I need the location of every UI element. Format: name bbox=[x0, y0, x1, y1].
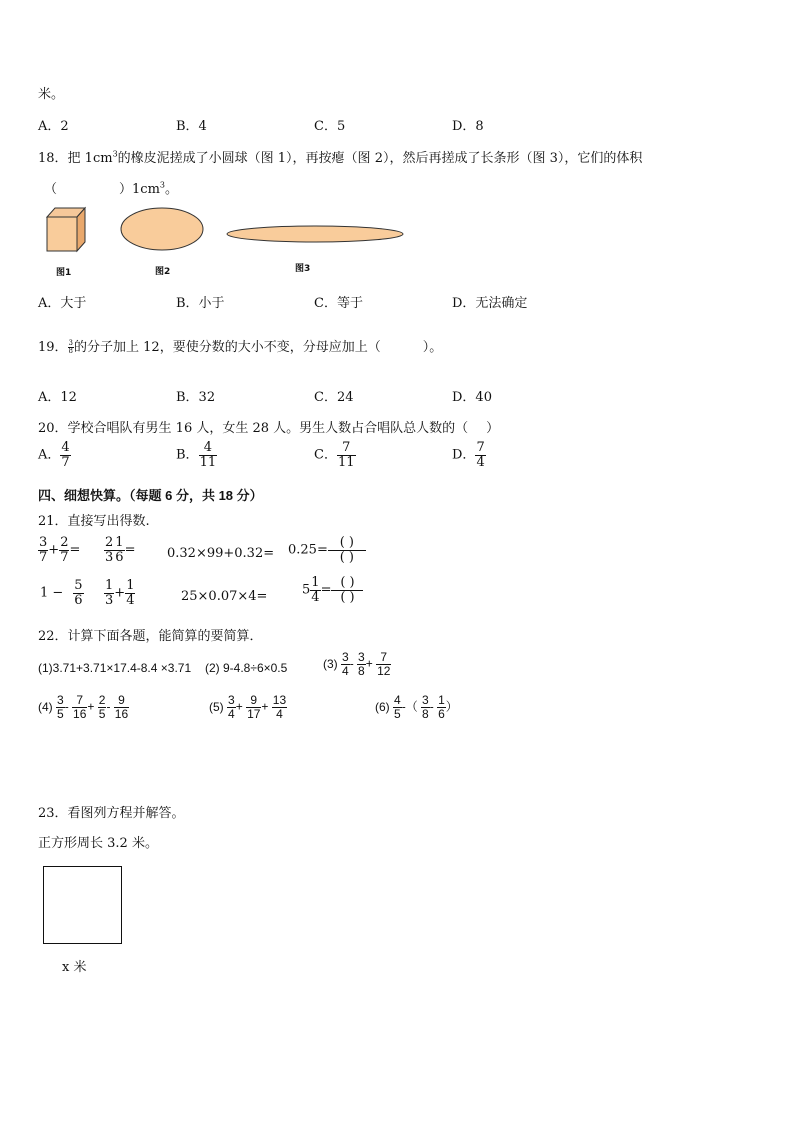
q22-problem-6: (6) $\frac{4}{5}$ -（ $\frac{3}{8}$ - $\frac{1}{6}$ ） bbox=[375, 693, 458, 721]
q18-option-d: D．无法确定 bbox=[452, 296, 528, 311]
q17-option-d: D．8 bbox=[452, 119, 484, 134]
square-side-label: x 米 bbox=[62, 960, 87, 975]
q22-problem-5: (5) $\frac{3}{4}$ + $\frac{9}{17}$ + $\frac{13}{4}$ bbox=[209, 693, 287, 721]
q21-item-1: $\frac{3}{7}$ + $\frac{2}{7}$ = bbox=[39, 535, 81, 565]
caption-fig3: 图3 bbox=[295, 264, 311, 274]
q18-figures bbox=[0, 0, 794, 300]
q21-item-2: $\frac{2}{3}$ $\frac{1}{6}$ = bbox=[105, 535, 136, 565]
q17-option-b: B．4 bbox=[176, 119, 207, 134]
q21-item-5: 1 − $\frac{5}{6}$ bbox=[40, 578, 83, 608]
q20-option-c: C． $\frac{7}{11}$ bbox=[314, 440, 355, 470]
q18-stem-line1: 18．把 $1cm^3$的橡皮泥搓成了小圆球（图 1），再按瘪（图 2），然后再搓成了长条形（图 3），它们的体积 bbox=[38, 149, 643, 166]
q19-stem: 19． $\frac{3}{8}$ 的分子加上 12，要使分数的大小不变，分母应加上（ ）。 bbox=[38, 338, 443, 355]
q17-option-a: A．2 bbox=[38, 119, 69, 134]
q22-problem-4: (4) $\frac{3}{5}$ - $\frac{7}{16}$ + $\frac{2}{5}$ - $\frac{9}{16}$ bbox=[38, 693, 129, 721]
q19-option-d: D．40 bbox=[452, 390, 492, 405]
q22-problem-1: (1)3.71+3.71×17.4-8.4 ×3.71 bbox=[38, 661, 192, 675]
q19-option-b: B．32 bbox=[176, 390, 216, 405]
q20-stem: 20．学校合唱队有男生 16 人，女生 28 人。男生人数占合唱队总人数的（ ） bbox=[38, 421, 500, 436]
q20-option-d: D． $\frac{7}{4}$ bbox=[452, 440, 485, 470]
q23-stem: 正方形周长 3.2 米。 bbox=[38, 836, 158, 851]
q18-option-c: C．等于 bbox=[314, 296, 363, 311]
q20-option-a: A． $\frac{4}{7}$ bbox=[38, 440, 70, 470]
q22-title: 22．计算下面各题，能简算的要简算． bbox=[38, 629, 263, 644]
q18-option-a: A．大于 bbox=[38, 296, 87, 311]
q19-option-a: A．12 bbox=[38, 390, 77, 405]
q17-option-c: C．5 bbox=[314, 119, 346, 134]
cube-figure bbox=[47, 208, 85, 251]
q17-tail: 米。 bbox=[38, 87, 65, 102]
q20-option-b: B． $\frac{4}{11}$ bbox=[176, 440, 217, 470]
square-figure bbox=[43, 866, 122, 944]
caption-fig1: 图1 bbox=[56, 268, 72, 278]
q22-problem-3: (3) $\frac{3}{4}$ - $\frac{3}{8}$ + $\frac{7}{12}$ bbox=[323, 650, 391, 678]
q22-problem-2: (2) 9-4.8÷6×0.5 bbox=[205, 661, 288, 675]
q21-item-8: 5 $\frac{1}{4}$ = $\frac{( )}{( )}$ bbox=[302, 576, 363, 604]
section-heading: 四、细想快算。（每题 6 分，共 18 分） bbox=[38, 488, 263, 503]
q23-title: 23．看图列方程并解答。 bbox=[38, 806, 185, 821]
long-strip-figure bbox=[227, 226, 403, 242]
caption-fig2: 图2 bbox=[155, 267, 171, 277]
flattened-ball-figure bbox=[121, 208, 203, 250]
q21-item-7: 25×0.07×4= bbox=[181, 589, 268, 604]
q21-item-4: 0.25= $\frac{( )}{( )}$ bbox=[288, 536, 366, 564]
q21-title: 21．直接写出得数. bbox=[38, 514, 150, 529]
q18-stem-line2: （ ）$1cm^3$。 bbox=[44, 180, 179, 197]
q21-item-3: 0.32×99+0.32= bbox=[167, 546, 275, 561]
q19-option-c: C．24 bbox=[314, 390, 354, 405]
q21-item-6: $\frac{1}{3}$ + $\frac{1}{4}$ bbox=[105, 578, 135, 608]
q18-option-b: B．小于 bbox=[176, 296, 225, 311]
